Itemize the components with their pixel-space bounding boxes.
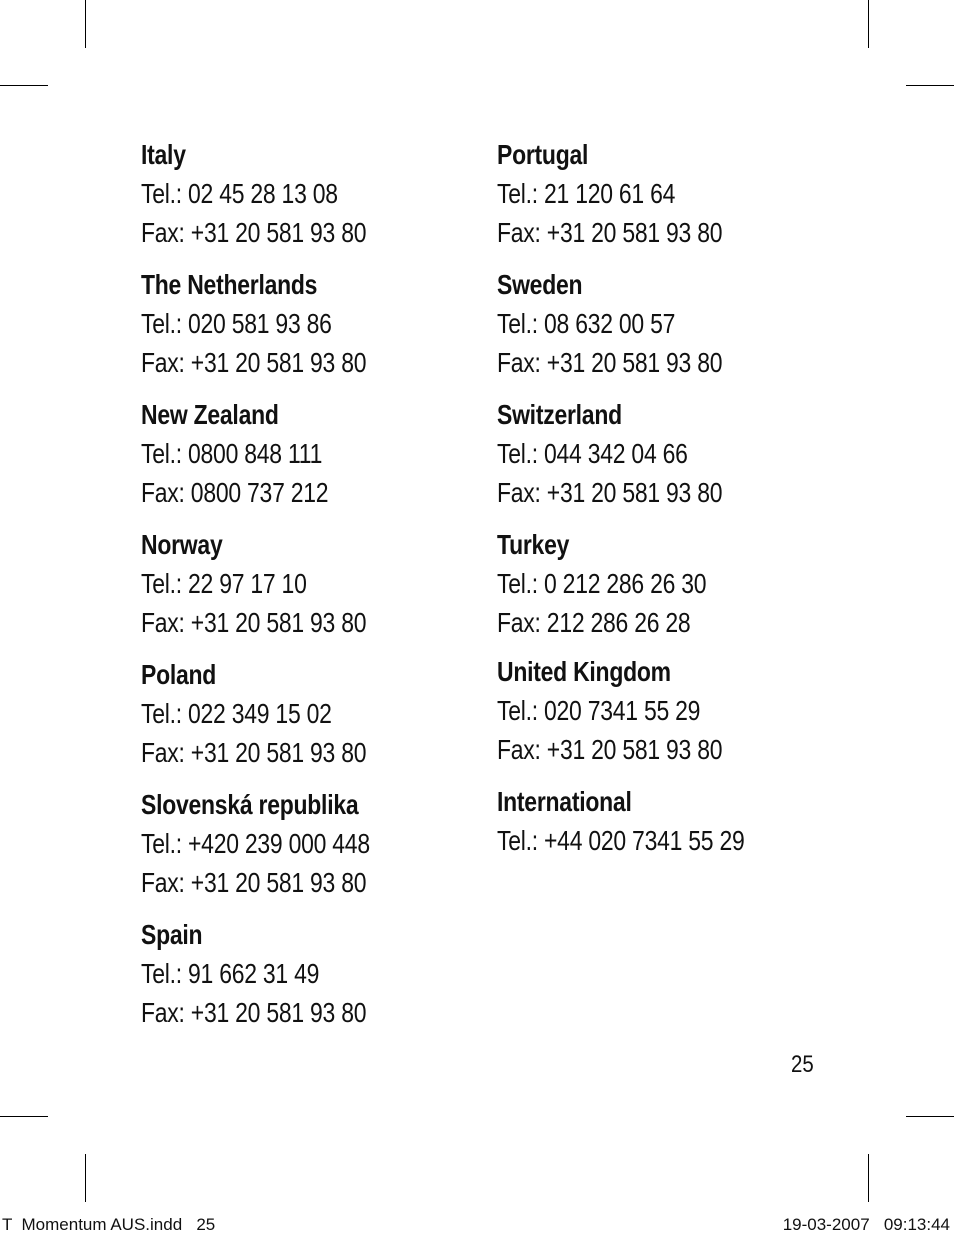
contact-entry-poland xyxy=(141,655,471,772)
contact-entry-sweden xyxy=(497,265,827,382)
crop-mark-bottom-left-vertical xyxy=(85,1154,86,1202)
telephone-number: Tel.: +420 239 000 448 xyxy=(141,828,370,859)
telephone-number: Tel.: 08 632 00 57 xyxy=(497,308,676,339)
fax-number: Fax: +31 20 581 93 80 xyxy=(141,737,367,768)
fax-number: Fax: +31 20 581 93 80 xyxy=(141,607,367,638)
country-name: Italy xyxy=(141,139,186,170)
print-slug-filename: T Momentum AUS.indd 25 xyxy=(2,1215,216,1234)
telephone-number: Tel.: 020 7341 55 29 xyxy=(497,695,701,726)
fax-number: Fax: +31 20 581 93 80 xyxy=(141,347,367,378)
crop-mark-top-left-vertical xyxy=(85,0,86,48)
fax-number: Fax: +31 20 581 93 80 xyxy=(141,997,367,1028)
country-name: Switzerland xyxy=(497,399,622,430)
fax-number: Fax: +31 20 581 93 80 xyxy=(497,477,723,508)
contact-column-left xyxy=(141,135,471,1032)
country-name: International xyxy=(497,786,632,817)
telephone-number: Tel.: 0800 848 111 xyxy=(141,438,323,469)
fax-number: Fax: +31 20 581 93 80 xyxy=(497,734,723,765)
print-slug-timestamp: 19-03-2007 09:13:44 xyxy=(782,1215,950,1234)
country-name: New Zealand xyxy=(141,399,279,430)
contact-entry-turkey xyxy=(497,525,827,642)
crop-mark-top-right-vertical xyxy=(868,0,869,48)
fax-number: Fax: +31 20 581 93 80 xyxy=(141,217,367,248)
country-name: The Netherlands xyxy=(141,269,318,300)
telephone-number: Tel.: 91 662 31 49 xyxy=(141,958,320,989)
country-name: Turkey xyxy=(497,529,570,560)
fax-number: Fax: +31 20 581 93 80 xyxy=(497,217,723,248)
telephone-number: Tel.: +44 020 7341 55 29 xyxy=(497,825,745,856)
crop-mark-bottom-left-horizontal xyxy=(0,1116,48,1117)
contact-entry-new-zealand xyxy=(141,395,471,512)
contact-entry-netherlands xyxy=(141,265,471,382)
country-name: United Kingdom xyxy=(497,656,671,687)
contact-entry-slovakia xyxy=(141,785,471,902)
fax-number: Fax: +31 20 581 93 80 xyxy=(141,867,367,898)
telephone-number: Tel.: 0 212 286 26 30 xyxy=(497,568,707,599)
telephone-number: Tel.: 044 342 04 66 xyxy=(497,438,688,469)
crop-mark-top-left-horizontal xyxy=(0,85,48,86)
telephone-number: Tel.: 020 581 93 86 xyxy=(141,308,332,339)
country-name: Portugal xyxy=(497,139,589,170)
contact-entry-spain xyxy=(141,915,471,1032)
telephone-number: Tel.: 022 349 15 02 xyxy=(141,698,332,729)
telephone-number: Tel.: 02 45 28 13 08 xyxy=(141,178,338,209)
contact-entry-switzerland xyxy=(497,395,827,512)
contact-entry-portugal xyxy=(497,135,827,252)
fax-number: Fax: 0800 737 212 xyxy=(141,477,329,508)
country-name: Sweden xyxy=(497,269,583,300)
country-name: Poland xyxy=(141,659,217,690)
fax-number: Fax: 212 286 26 28 xyxy=(497,607,691,638)
crop-mark-bottom-right-horizontal xyxy=(906,1116,954,1117)
telephone-number: Tel.: 21 120 61 64 xyxy=(497,178,676,209)
page-number: 25 xyxy=(791,1051,814,1078)
contact-column-right xyxy=(497,135,827,860)
contact-entry-norway xyxy=(141,525,471,642)
contact-entry-italy xyxy=(141,135,471,252)
crop-mark-bottom-right-vertical xyxy=(868,1154,869,1202)
fax-number: Fax: +31 20 581 93 80 xyxy=(497,347,723,378)
telephone-number: Tel.: 22 97 17 10 xyxy=(141,568,307,599)
contact-entry-united-kingdom xyxy=(497,652,827,769)
crop-mark-top-right-horizontal xyxy=(906,85,954,86)
contact-entry-international xyxy=(497,782,827,860)
country-name: Slovenská republika xyxy=(141,789,359,820)
country-name: Norway xyxy=(141,529,223,560)
country-name: Spain xyxy=(141,919,203,950)
